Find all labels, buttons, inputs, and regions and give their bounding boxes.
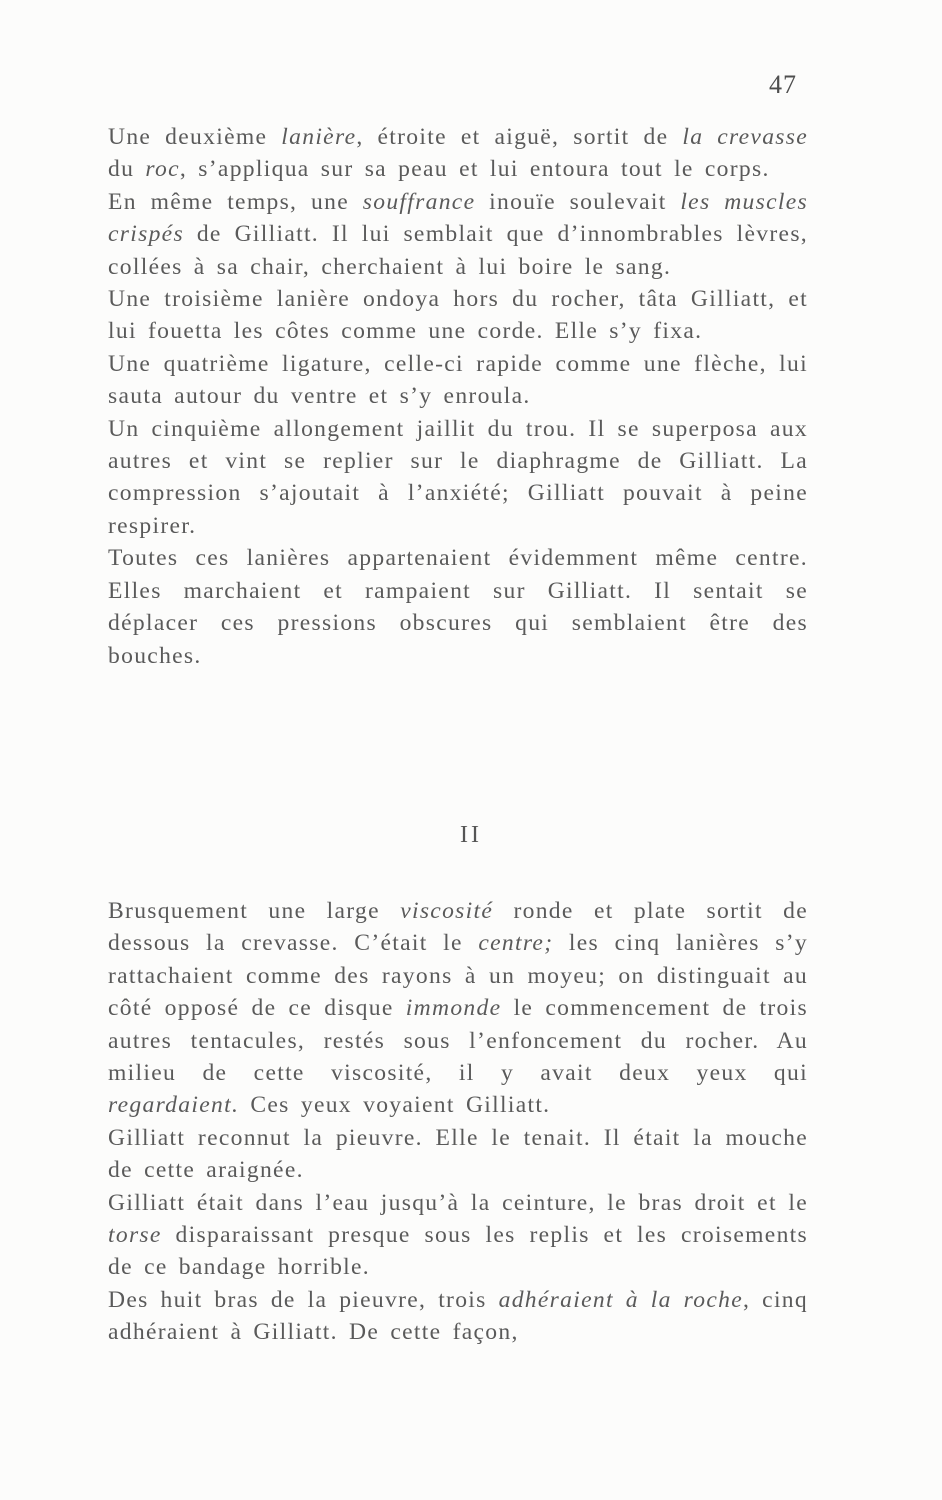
italic-run: regardaient. [108, 1092, 240, 1119]
text-run: En même temps, une [108, 188, 363, 215]
text-run: disparaissant presque sous les replis et les croisements de ce bandage horrible. [108, 1222, 808, 1281]
italic-run: immonde [405, 995, 502, 1022]
italic-run: la crevasse [682, 124, 809, 150]
paragraph [108, 1122, 808, 1187]
page-number: 47 [769, 70, 797, 99]
italic-run: centre; [478, 930, 554, 957]
italic-run: les muscles crispés [108, 188, 809, 248]
italic-run: viscosité [400, 898, 494, 924]
text-run: Une troisième lanière ondoya hors du rocher, tâta Gilliatt, et lui fouetta les côtes comme une corde. Elle s’y fixa. [108, 286, 808, 345]
text-run: de Gilliatt. Il lui semblait que d’innombrables lèvres, collées à sa chair, cherchaient à lui boire le sang. [108, 221, 808, 280]
section-numeral: II [460, 822, 482, 848]
paragraph [108, 413, 808, 543]
text-run: Ces yeux voyaient Gilliatt. [239, 1092, 551, 1119]
text-run: Une quatrième ligature, celle-ci rapide comme une flèche, lui sauta autour du ventre et s’y enroula. [108, 350, 808, 410]
italic-run: torse [108, 1222, 162, 1249]
italic-run: roc [145, 156, 180, 183]
text-run: , s’appliqua sur sa peau et lui entoura tout le corps. [179, 156, 770, 183]
text-run: Gilliatt était dans l’eau jusqu’à la ceinture, le bras droit et le [108, 1189, 808, 1216]
text-run: ronde et plate sortit de dessous la crevasse. C’était le [108, 898, 808, 957]
paragraph [108, 121, 808, 186]
text-run: Gilliatt reconnut la pieuvre. Elle le tenait. Il était la mouche de cette araignée. [108, 1124, 808, 1184]
paragraph [108, 348, 808, 413]
text-run: , cinq adhéraient à Gilliatt. De cette façon, [108, 1286, 808, 1346]
text-block-before [108, 121, 808, 672]
text-run: Brusquement une large [108, 898, 401, 924]
text-block-after [108, 895, 808, 1349]
paragraph [108, 1284, 808, 1349]
text-run: Une deuxième [108, 124, 282, 150]
paragraph [108, 1187, 808, 1284]
text-run: Toutes ces lanières appartenaient évidemment même centre. Elles marchaient et rampaient sur Gilliatt. Il sentait se déplacer ces pressions obscures qui semblaient être des bouches. [108, 545, 808, 669]
paragraph [108, 186, 808, 283]
text-run: le commencement de trois autres tentacules, restés sous l’enfoncement du rocher. Au milieu de cette viscosité, il y avait deux yeux qui [108, 995, 808, 1087]
text-run: du [108, 156, 146, 183]
paragraph [108, 283, 808, 348]
paragraph [108, 895, 808, 1122]
text-run: , étroite et aiguë, sortit de [356, 124, 683, 150]
text-run: Un cinquième allongement jaillit du trou. Il se superposa aux autres et vint se replier sur le diaphragme de Gilliatt. La compression s’ajoutait à l’anxiété; Gilliatt pouvait à peine respirer. [108, 415, 808, 539]
text-run: Des huit bras de la pieuvre, trois [108, 1286, 499, 1313]
italic-run: adhéraient à la roche [498, 1286, 744, 1313]
italic-run: souffrance [362, 188, 476, 215]
text-run: inouïe soulevait [475, 188, 681, 215]
text-run: les cinq lanières s’y rattachaient comme des rayons à un moyeu; on distinguait au côté opposé de ce disque [108, 930, 808, 1022]
paragraph [108, 542, 808, 672]
italic-run: lanière [281, 124, 357, 150]
